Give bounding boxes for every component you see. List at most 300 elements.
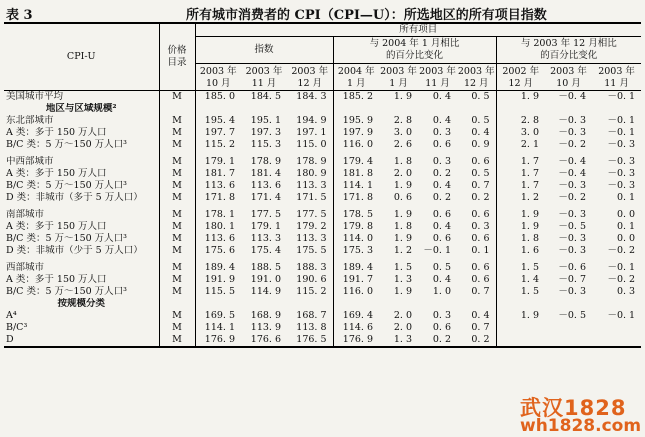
col-header-year: 2003 年 bbox=[245, 66, 283, 77]
value-cell: 0. 6 bbox=[432, 139, 451, 150]
value-cell: －0. 1 bbox=[607, 127, 636, 138]
value-cell: 1. 9 bbox=[393, 209, 412, 220]
value-cell: 189. 4 bbox=[342, 262, 373, 273]
value-cell: 0. 5 bbox=[457, 115, 496, 127]
value-cell: 179. 4 bbox=[342, 156, 373, 167]
table-row bbox=[4, 245, 641, 257]
value-cell: 184. 3 bbox=[287, 91, 333, 104]
value-cell: 115. 0 bbox=[287, 139, 333, 151]
value-cell: 178. 1 bbox=[204, 209, 235, 220]
value-cell: 2. 1 bbox=[520, 139, 539, 150]
col-header-month: 11 月 bbox=[592, 78, 641, 91]
value-cell: 176. 5 bbox=[287, 334, 333, 347]
value-cell: 188. 3 bbox=[287, 262, 333, 274]
value-cell: 195. 4 bbox=[204, 115, 235, 126]
table-row bbox=[4, 310, 641, 322]
value-cell: 0. 6 bbox=[457, 209, 496, 221]
table-body bbox=[4, 91, 641, 348]
row-label: 西部城市 bbox=[4, 262, 159, 274]
chg-2004-line1: 与 2004 年 1 月相比 bbox=[369, 38, 460, 49]
value-cell: 181. 7 bbox=[204, 168, 235, 179]
value-cell: 0. 9 bbox=[457, 139, 496, 151]
value-cell: 114. 9 bbox=[250, 286, 281, 297]
watermark-url: wh1828.com bbox=[520, 416, 642, 436]
value-cell: 0. 4 bbox=[432, 180, 451, 191]
value-cell: 197. 3 bbox=[250, 127, 281, 138]
col-header-year: 2003 年 bbox=[598, 66, 635, 77]
col-header-year: 2003 年 bbox=[419, 66, 456, 77]
price-catalog-header bbox=[159, 23, 195, 91]
empty-cell bbox=[241, 103, 287, 115]
col-header-month: 12 月 bbox=[457, 78, 496, 91]
value-cell: 185. 0 bbox=[204, 91, 235, 102]
value-cell: 1. 3 bbox=[393, 274, 412, 285]
row-label: A 类：多于 150 万人口 bbox=[4, 274, 159, 286]
value-cell: 0. 4 bbox=[457, 310, 496, 322]
value-cell: 0. 4 bbox=[432, 115, 451, 126]
row-label: A 类：多于 150 万人口 bbox=[4, 221, 159, 233]
value-cell: 181. 8 bbox=[342, 168, 373, 179]
value-cell: 1. 5 bbox=[520, 262, 539, 273]
col-header-year: 2003 年 bbox=[550, 66, 587, 77]
section-row bbox=[4, 298, 641, 310]
value-cell: 190. 6 bbox=[287, 274, 333, 286]
table-row bbox=[4, 233, 641, 245]
value-cell: 197. 1 bbox=[287, 127, 333, 139]
value-cell: 180. 1 bbox=[204, 221, 235, 232]
value-cell: 169. 4 bbox=[342, 310, 373, 321]
value-cell: 197. 7 bbox=[204, 127, 235, 138]
col-header-year: 2003 年 bbox=[457, 64, 496, 79]
table-row bbox=[4, 156, 641, 168]
value-cell: －0. 5 bbox=[558, 310, 586, 321]
section-label: 按规模分类 bbox=[4, 298, 159, 310]
value-cell: 188. 5 bbox=[250, 262, 281, 273]
empty-cell bbox=[379, 103, 418, 115]
value-cell: 0. 4 bbox=[432, 221, 451, 232]
price-catalog-cell: M bbox=[159, 245, 195, 257]
section-label: 地区与区域规模² bbox=[4, 103, 159, 115]
value-cell: －0. 2 bbox=[558, 139, 586, 150]
table-row bbox=[4, 221, 641, 233]
col-header-year: 2004 年 bbox=[337, 66, 375, 77]
col-header-month: 1 月 bbox=[333, 78, 379, 91]
value-cell: 0. 6 bbox=[432, 209, 451, 220]
value-cell: 175. 5 bbox=[287, 245, 333, 257]
value-cell: 0. 1 bbox=[616, 221, 636, 232]
value-cell: 0. 4 bbox=[457, 127, 496, 139]
row-label: 中西部城市 bbox=[4, 156, 159, 168]
value-cell: 1. 5 bbox=[520, 286, 539, 297]
empty-cell bbox=[159, 298, 195, 310]
value-cell: 179. 1 bbox=[250, 221, 281, 232]
value-cell: 1. 5 bbox=[393, 262, 412, 273]
value-cell: 113. 3 bbox=[287, 180, 333, 192]
value-cell: －0. 3 bbox=[607, 139, 636, 150]
empty-cell bbox=[592, 298, 641, 310]
value-cell: 3. 0 bbox=[393, 127, 412, 138]
value-cell: 177. 5 bbox=[250, 209, 281, 220]
value-cell: －0. 5 bbox=[558, 221, 586, 232]
cpi-u-header: CPI-U bbox=[4, 23, 159, 91]
price-catalog-cell: M bbox=[159, 168, 195, 180]
value-cell: 0. 2 bbox=[432, 192, 451, 203]
value-cell: 178. 9 bbox=[250, 156, 281, 167]
empty-cell bbox=[333, 298, 379, 310]
table-number: 表 3 bbox=[6, 8, 33, 23]
value-cell: 179. 2 bbox=[287, 221, 333, 233]
empty-cell bbox=[418, 298, 457, 310]
value-cell: 0. 3 bbox=[432, 310, 451, 321]
value-cell: 116. 0 bbox=[342, 286, 373, 297]
table-row bbox=[4, 91, 641, 104]
value-cell bbox=[592, 322, 641, 334]
value-cell: －0. 6 bbox=[558, 262, 586, 273]
value-cell: 184. 5 bbox=[250, 91, 281, 102]
value-cell: 0. 5 bbox=[457, 168, 496, 180]
table-row bbox=[4, 192, 641, 204]
price-catalog-line2: 目录 bbox=[167, 57, 187, 68]
value-cell: －0. 4 bbox=[558, 156, 586, 167]
value-cell: 0. 2 bbox=[457, 334, 496, 347]
value-cell: 2. 8 bbox=[520, 115, 539, 126]
value-cell: 3. 0 bbox=[520, 127, 539, 138]
chg-2004-line2: 的百分比变化 bbox=[385, 50, 443, 61]
value-cell: 114. 1 bbox=[204, 322, 235, 333]
value-cell: 116. 0 bbox=[342, 139, 373, 150]
table-row bbox=[4, 127, 641, 139]
value-cell: 0. 3 bbox=[616, 286, 636, 297]
value-cell: 114. 6 bbox=[342, 322, 373, 333]
value-cell: 0. 7 bbox=[457, 180, 496, 192]
empty-cell bbox=[195, 103, 241, 115]
row-label: 南部城市 bbox=[4, 209, 159, 221]
value-cell: 113. 9 bbox=[250, 322, 281, 333]
value-cell bbox=[545, 334, 592, 347]
value-cell: －0. 3 bbox=[558, 245, 586, 256]
value-cell: 113. 6 bbox=[204, 233, 235, 244]
table-header bbox=[4, 23, 641, 91]
row-label: D bbox=[4, 334, 159, 347]
price-catalog-cell: M bbox=[159, 233, 195, 245]
value-cell: 0. 1 bbox=[457, 245, 496, 257]
value-cell: 185. 2 bbox=[342, 91, 373, 102]
col-header-month: 11 月 bbox=[241, 78, 287, 91]
value-cell: 177. 5 bbox=[287, 209, 333, 221]
value-cell: 179. 8 bbox=[342, 221, 373, 232]
value-cell: 171. 8 bbox=[204, 192, 235, 203]
price-catalog-cell: M bbox=[159, 180, 195, 192]
price-catalog-cell: M bbox=[159, 209, 195, 221]
empty-cell bbox=[287, 103, 333, 115]
col-header-month: 1 月 bbox=[379, 78, 418, 91]
value-cell: －0. 7 bbox=[558, 274, 586, 285]
chg-2003-header bbox=[496, 37, 641, 64]
row-label: B/C 类：5 万～150 万人口³ bbox=[4, 139, 159, 151]
row-label: A 类：多于 150 万人口 bbox=[4, 168, 159, 180]
value-cell: 175. 6 bbox=[204, 245, 235, 256]
value-cell: 0. 6 bbox=[432, 322, 451, 333]
empty-cell bbox=[287, 298, 333, 310]
value-cell: 2. 8 bbox=[393, 115, 412, 126]
col-header-month: 10 月 bbox=[195, 78, 241, 91]
value-cell: －0. 1 bbox=[607, 91, 636, 102]
value-cell: 194. 9 bbox=[287, 115, 333, 127]
value-cell: －0. 4 bbox=[558, 168, 586, 179]
table-row bbox=[4, 334, 641, 347]
value-cell: 168. 7 bbox=[287, 310, 333, 322]
value-cell: 176. 6 bbox=[241, 334, 287, 347]
value-cell: 0. 0 bbox=[616, 209, 636, 220]
value-cell: 113. 3 bbox=[250, 233, 281, 244]
value-cell: 1. 9 bbox=[393, 180, 412, 191]
watermark-logo-text: 武汉1828 bbox=[520, 396, 627, 420]
value-cell: 180. 9 bbox=[287, 168, 333, 180]
empty-cell bbox=[496, 103, 545, 115]
value-cell: 1. 7 bbox=[520, 180, 539, 191]
row-label: 东北部城市 bbox=[4, 115, 159, 127]
col-header-month: 12 月 bbox=[496, 78, 545, 91]
value-cell: 1. 4 bbox=[520, 274, 539, 285]
value-cell: 178. 9 bbox=[287, 156, 333, 168]
value-cell: 171. 8 bbox=[342, 192, 373, 203]
price-catalog-cell: M bbox=[159, 156, 195, 168]
col-header-year: 2003 年 bbox=[199, 66, 237, 77]
value-cell: －0. 3 bbox=[607, 180, 636, 191]
value-cell: 2. 0 bbox=[393, 168, 412, 179]
title-bar bbox=[6, 4, 638, 22]
value-cell: 0. 4 bbox=[432, 91, 451, 102]
value-cell: 0. 4 bbox=[432, 274, 451, 285]
value-cell: 0. 2 bbox=[432, 168, 451, 179]
price-catalog-cell: M bbox=[159, 322, 195, 334]
index-header: 指数 bbox=[195, 37, 333, 64]
value-cell: 1. 9 bbox=[393, 91, 412, 102]
value-cell: 1. 8 bbox=[520, 233, 539, 244]
col-header-month: 11 月 bbox=[418, 78, 457, 91]
row-label: A⁴ bbox=[4, 310, 159, 322]
value-cell bbox=[592, 334, 641, 347]
value-cell: －0. 1 bbox=[423, 245, 451, 256]
value-cell: 1. 7 bbox=[520, 156, 539, 167]
value-cell: 0. 5 bbox=[432, 262, 451, 273]
value-cell: 176. 9 bbox=[333, 334, 379, 347]
table-row bbox=[4, 286, 641, 298]
empty-cell bbox=[545, 103, 592, 115]
price-catalog-cell: M bbox=[159, 127, 195, 139]
value-cell: 113. 3 bbox=[287, 233, 333, 245]
chg-2003-line1: 与 2003 年 12 月相比 bbox=[520, 38, 617, 49]
price-catalog-cell: M bbox=[159, 91, 195, 104]
value-cell: 191. 7 bbox=[342, 274, 373, 285]
price-catalog-cell: M bbox=[159, 115, 195, 127]
value-cell: 115. 2 bbox=[204, 139, 235, 150]
value-cell: 169. 5 bbox=[204, 310, 235, 321]
empty-cell bbox=[333, 103, 379, 115]
value-cell: 171. 5 bbox=[287, 192, 333, 204]
price-catalog-cell: M bbox=[159, 334, 195, 347]
table-row bbox=[4, 139, 641, 151]
table-row bbox=[4, 262, 641, 274]
price-catalog-cell: M bbox=[159, 310, 195, 322]
value-cell: 1. 7 bbox=[520, 168, 539, 179]
value-cell bbox=[496, 334, 545, 347]
value-cell: 1. 0 bbox=[432, 286, 451, 297]
empty-cell bbox=[592, 103, 641, 115]
value-cell: 115. 3 bbox=[250, 139, 281, 150]
value-cell: －0. 1 bbox=[607, 115, 636, 126]
value-cell: －0. 3 bbox=[607, 156, 636, 167]
value-cell: 0. 7 bbox=[457, 286, 496, 298]
value-cell: 171. 4 bbox=[250, 192, 281, 203]
row-label: B/C³ bbox=[4, 322, 159, 334]
value-cell: 191. 9 bbox=[204, 274, 235, 285]
value-cell: 113. 8 bbox=[287, 322, 333, 334]
value-cell: 0. 3 bbox=[432, 156, 451, 167]
value-cell: 1. 9 bbox=[520, 310, 539, 321]
value-cell: 179. 1 bbox=[204, 156, 235, 167]
value-cell: 1. 9 bbox=[520, 91, 539, 102]
row-label: A 类：多于 150 万人口 bbox=[4, 127, 159, 139]
value-cell: 191. 0 bbox=[250, 274, 281, 285]
cpi-table bbox=[4, 22, 641, 348]
value-cell: 178. 5 bbox=[342, 209, 373, 220]
value-cell: 115. 2 bbox=[287, 286, 333, 298]
empty-cell bbox=[195, 298, 241, 310]
value-cell: －0. 3 bbox=[558, 180, 586, 191]
value-cell: 0. 6 bbox=[432, 233, 451, 244]
value-cell: 189. 4 bbox=[204, 262, 235, 273]
col-header-year: 2002 年 bbox=[502, 66, 540, 77]
value-cell: 2. 0 bbox=[393, 322, 412, 333]
section-row bbox=[4, 103, 641, 115]
value-cell: 0. 6 bbox=[457, 156, 496, 168]
price-catalog-cell: M bbox=[159, 192, 195, 204]
value-cell: 115. 5 bbox=[204, 286, 235, 297]
row-label: B/C 类：5 万～150 万人口³ bbox=[4, 233, 159, 245]
row-label: B/C 类：5 万～150 万人口³ bbox=[4, 180, 159, 192]
value-cell: 0. 6 bbox=[457, 262, 496, 274]
empty-cell bbox=[496, 298, 545, 310]
col-header-year: 2003 年 bbox=[380, 66, 417, 77]
value-cell: 0. 6 bbox=[457, 274, 496, 286]
value-cell: 0. 2 bbox=[418, 334, 457, 347]
value-cell: 1. 2 bbox=[393, 245, 412, 256]
value-cell: －0. 3 bbox=[558, 115, 586, 126]
empty-cell bbox=[159, 103, 195, 115]
price-catalog-cell: M bbox=[159, 221, 195, 233]
table-row bbox=[4, 180, 641, 192]
value-cell: －0. 1 bbox=[607, 310, 636, 321]
price-catalog-cell: M bbox=[159, 262, 195, 274]
value-cell: 1. 9 bbox=[393, 286, 412, 297]
empty-cell bbox=[457, 103, 496, 115]
empty-cell bbox=[418, 103, 457, 115]
value-cell: 113. 6 bbox=[204, 180, 235, 191]
empty-cell bbox=[241, 298, 287, 310]
value-cell: 197. 9 bbox=[342, 127, 373, 138]
table-row bbox=[4, 209, 641, 221]
empty-cell bbox=[457, 298, 496, 310]
value-cell: 1. 9 bbox=[520, 221, 539, 232]
value-cell: 0. 5 bbox=[457, 91, 496, 104]
value-cell: 1. 9 bbox=[520, 209, 539, 220]
value-cell: 1. 8 bbox=[393, 221, 412, 232]
row-label: D 类：非城市（少于 5 万人口） bbox=[4, 245, 159, 257]
price-catalog-line1: 价格 bbox=[167, 45, 187, 56]
value-cell: 1. 8 bbox=[393, 156, 412, 167]
value-cell: 0. 3 bbox=[457, 221, 496, 233]
value-cell: －0. 2 bbox=[607, 245, 636, 256]
row-label: 美国城市平均 bbox=[4, 91, 159, 104]
value-cell: 175. 3 bbox=[342, 245, 373, 256]
value-cell: 168. 9 bbox=[250, 310, 281, 321]
empty-cell bbox=[545, 298, 592, 310]
value-cell: 0. 2 bbox=[457, 192, 496, 204]
value-cell: －0. 3 bbox=[558, 286, 586, 297]
value-cell: 1. 6 bbox=[520, 245, 539, 256]
price-catalog-cell: M bbox=[159, 286, 195, 298]
value-cell bbox=[496, 322, 545, 334]
value-cell: 2. 0 bbox=[393, 310, 412, 321]
table-title: 所有城市消费者的 CPI（CPI—U）：所选地区的所有项目指数 bbox=[186, 8, 547, 23]
value-cell: 0. 3 bbox=[432, 127, 451, 138]
value-cell: 0. 6 bbox=[457, 233, 496, 245]
table-row bbox=[4, 115, 641, 127]
value-cell: －0. 3 bbox=[558, 233, 586, 244]
value-cell: －0. 1 bbox=[607, 262, 636, 273]
value-cell: 114. 1 bbox=[342, 180, 373, 191]
value-cell: 176. 9 bbox=[195, 334, 241, 347]
price-catalog-cell: M bbox=[159, 274, 195, 286]
value-cell: 181. 4 bbox=[250, 168, 281, 179]
value-cell: 113. 6 bbox=[250, 180, 281, 191]
value-cell: －0. 2 bbox=[558, 192, 586, 203]
chg-2003-line2: 的百分比变化 bbox=[540, 50, 598, 61]
row-label: B/C 类：5 万～150 万人口³ bbox=[4, 286, 159, 298]
value-cell: 0. 0 bbox=[616, 233, 636, 244]
value-cell: －0. 3 bbox=[607, 168, 636, 179]
value-cell: －0. 3 bbox=[558, 127, 586, 138]
value-cell: 195. 9 bbox=[342, 115, 373, 126]
value-cell: 175. 4 bbox=[250, 245, 281, 256]
value-cell: 1. 3 bbox=[379, 334, 418, 347]
col-header-month: 12 月 bbox=[287, 78, 333, 91]
empty-cell bbox=[379, 298, 418, 310]
price-catalog-cell: M bbox=[159, 139, 195, 151]
value-cell: －0. 4 bbox=[558, 91, 586, 102]
value-cell: 0. 1 bbox=[616, 192, 636, 203]
table-row bbox=[4, 168, 641, 180]
value-cell: 195. 1 bbox=[250, 115, 281, 126]
value-cell: 0. 7 bbox=[457, 322, 496, 334]
col-header-year: 2003 年 bbox=[287, 64, 333, 79]
row-label: D 类：非城市（多于 5 万人口） bbox=[4, 192, 159, 204]
value-cell: －0. 3 bbox=[558, 209, 586, 220]
value-cell: 0. 6 bbox=[393, 192, 412, 203]
all-items-header: 所有项目 bbox=[195, 23, 641, 37]
col-header-month: 10 月 bbox=[545, 78, 592, 91]
value-cell: 1. 9 bbox=[393, 233, 412, 244]
value-cell: 2. 6 bbox=[393, 139, 412, 150]
table-row bbox=[4, 274, 641, 286]
value-cell bbox=[545, 322, 592, 334]
value-cell: 1. 2 bbox=[520, 192, 539, 203]
value-cell: －0. 2 bbox=[607, 274, 636, 285]
table-row bbox=[4, 322, 641, 334]
value-cell: 114. 0 bbox=[342, 233, 373, 244]
chg-2004-header bbox=[333, 37, 496, 64]
